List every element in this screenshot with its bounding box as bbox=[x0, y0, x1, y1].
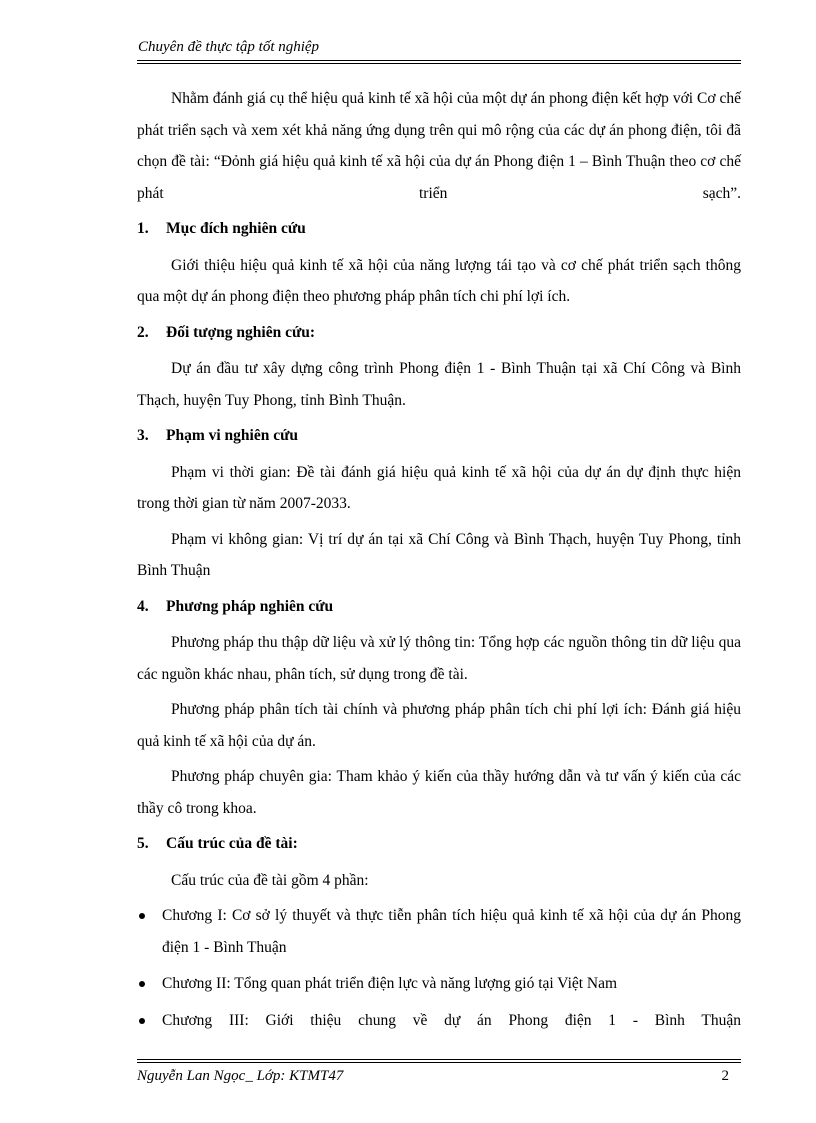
section-1-paragraph: Giới thiệu hiệu quả kinh tế xã hội của năng lượng tái tạo và cơ chế phát triển sạch thông qua một dự án phong điện theo phương pháp phân tích chi phí lợi ích. bbox=[137, 256, 741, 305]
intro-paragraph: Nhằm đánh giá cụ thể hiệu quả kinh tế xã hội của một dự án phong điện kết hợp với Cơ chế phát triển sạch và xem xét khả năng ứng dụng trên qui mô rộng của các dự án phong điện, tôi đã chọn đề tài: “Đỏnh giá hiệu quả kinh tế xã hội của dự án Phong điện 1 – Bình Thuận theo cơ chế phát triển sạch”. bbox=[137, 90, 741, 202]
section-2-paragraph: Dự án đầu tư xây dựng công trình Phong điện 1 - Bình Thuận tại xã Chí Công và Bình Thạch, huyện Tuy Phong, tỉnh Bình Thuận. bbox=[137, 360, 741, 409]
section-3-paragraph-time: Phạm vi thời gian: Đề tài đánh giá hiệu quả kinh tế xã hội của dự án dự định thực hiện trong thời gian từ năm 2007-2033. bbox=[137, 463, 741, 512]
section-5-paragraph: Cấu trúc của đề tài gồm 4 phần: bbox=[171, 871, 369, 889]
section-4-paragraph-finance: Phương pháp phân tích tài chính và phương pháp phân tích chi phí lợi ích: Đánh giá hiệu quả kinh tế xã hội của dự án. bbox=[137, 701, 741, 750]
section-heading-2 bbox=[137, 317, 741, 349]
bullet-icon bbox=[137, 900, 162, 963]
section-title: Mục đích nghiên cứu bbox=[166, 220, 306, 237]
section-4-paragraph-data: Phương pháp thu thập dữ liệu và xử lý thông tin: Tổng hợp các nguồn thông tin dữ liệu qua các nguồn khác nhau, phân tích, sử dụng trong đề tài. bbox=[137, 634, 741, 683]
section-number: 1. bbox=[137, 220, 149, 237]
header-rule bbox=[137, 60, 741, 64]
section-number: 5. bbox=[137, 835, 149, 852]
header-title: Chuyên đề thực tập tốt nghiệp bbox=[138, 39, 320, 55]
page-header bbox=[137, 38, 741, 64]
document-body bbox=[137, 83, 741, 1041]
section-title: Phạm vi nghiên cứu bbox=[166, 427, 299, 444]
list-item-text: Chương III: Giới thiệu chung về dự án Phong điện 1 - Bình Thuận bbox=[162, 1011, 741, 1029]
section-3-paragraph-space: Phạm vi không gian: Vị trí dự án tại xã Chí Công và Bình Thạch, huyện Tuy Phong, tỉnh Bình Thuận bbox=[137, 530, 741, 579]
section-heading-1 bbox=[137, 213, 741, 245]
section-title: Đối tượng nghiên cứu: bbox=[166, 323, 316, 341]
section-heading-5 bbox=[137, 828, 741, 860]
list-item bbox=[137, 968, 741, 1000]
section-number: 4. bbox=[137, 597, 149, 615]
page-footer bbox=[137, 1059, 741, 1086]
footer-rule bbox=[137, 1059, 741, 1063]
list-item-text: Chương II: Tổng quan phát triển điện lực và năng lượng gió tại Việt Nam bbox=[162, 975, 618, 992]
list-item bbox=[137, 1005, 741, 1037]
page-number: 2 bbox=[721, 1068, 729, 1084]
section-4-paragraph-expert: Phương pháp chuyên gia: Tham khảo ý kiến của thầy hướng dẫn và tư vấn ý kiến của các thầy cô trong khoa. bbox=[137, 768, 741, 817]
section-number: 3. bbox=[137, 427, 149, 444]
bullet-icon bbox=[137, 968, 162, 1000]
list-item bbox=[137, 900, 741, 963]
footer-author: Nguyễn Lan Ngọc_ Lớp: KTMT47 bbox=[137, 1068, 344, 1084]
section-title: Phương pháp nghiên cứu bbox=[166, 597, 334, 615]
list-item-text: Chương I: Cơ sở lý thuyết và thực tiễn phân tích hiệu quả kinh tế xã hội của dự án Phong điện 1 - Bình Thuận bbox=[162, 907, 741, 956]
chapter-list bbox=[137, 900, 741, 1036]
section-title: Cấu trúc của đề tài: bbox=[166, 835, 298, 852]
bullet-icon bbox=[137, 1005, 162, 1037]
section-heading-3 bbox=[137, 420, 741, 452]
section-heading-4 bbox=[137, 591, 741, 623]
section-number: 2. bbox=[137, 323, 149, 341]
footer-row bbox=[137, 1066, 741, 1086]
